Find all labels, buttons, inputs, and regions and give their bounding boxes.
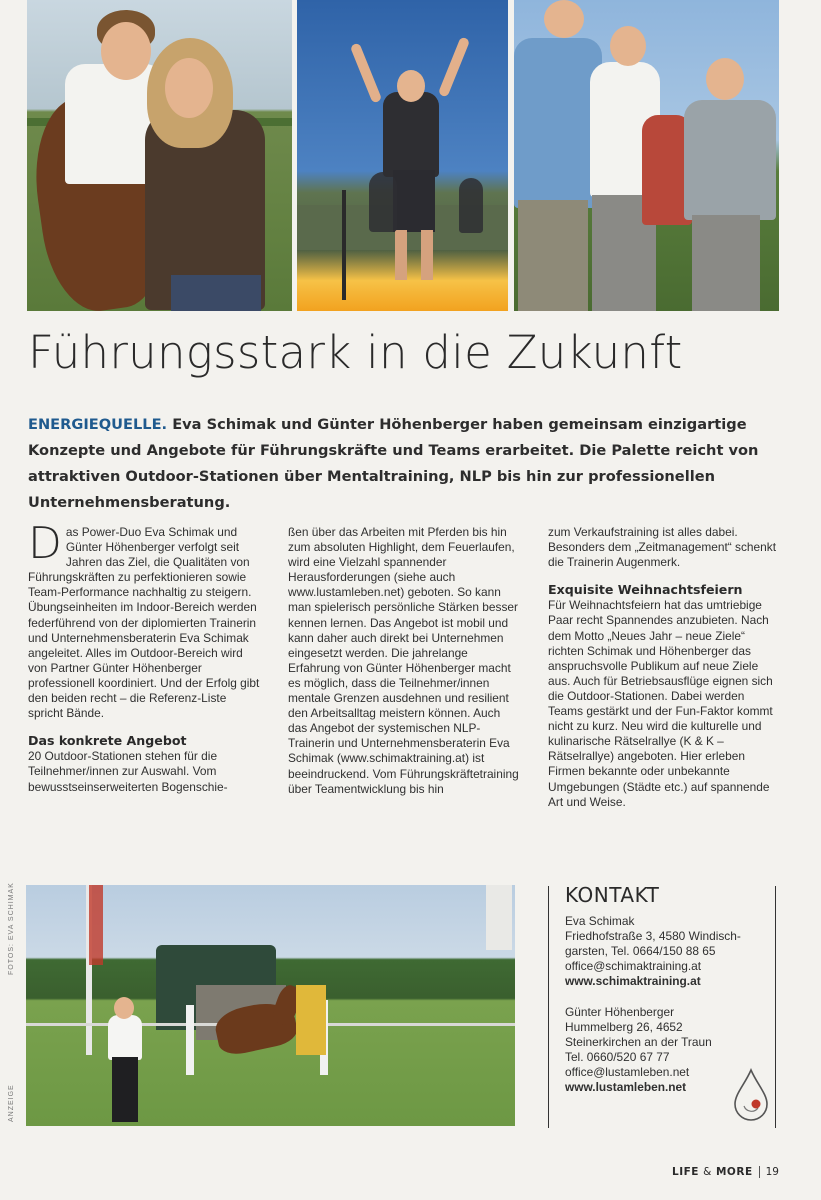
- photo-couple-with-horse: [27, 0, 292, 311]
- contact-2-phone: Tel. 0660/520 67 77: [565, 1049, 670, 1064]
- col1-paragraph-2: 20 Outdoor-Stationen stehen für die Teilnehmer/innen zur Auswahl. Vom bewusstseinserweiterten Bogenschie-: [28, 749, 228, 794]
- water-drop-logo-icon: [732, 1068, 770, 1122]
- contact-1-address-line-2: garsten, Tel. 0664/150 88 65: [565, 944, 716, 959]
- body-column-2: [288, 525, 520, 797]
- photo-fire-walk: [297, 0, 508, 311]
- contact-1-email[interactable]: office@schimaktraining.at: [565, 959, 702, 974]
- contact-2-website[interactable]: www.lustamleben.net: [565, 1080, 687, 1095]
- page-footer: [672, 1166, 779, 1178]
- contact-2-address-line-1: Hummelberg 26, 4652: [565, 1019, 683, 1034]
- body-column-1: [28, 518, 260, 795]
- col1-paragraph-1: as Power-Duo Eva Schimak und Günter Höhenberger verfolgt seit Jahren das Ziel, die Qualitäten von Führungskräften zu perfektionieren sowie Team-Performance nachhaltig zu steigern. Übungseinheiten im Indoor-Bereich werden federführend von der diplomierten Trainerin und Unternehmensberaterin Eva Schimak angeleitet. Alles im Outdoor-Bereich wird von Partner Günter Höhenberger professionell koordiniert. Und der Erfolg gibt den beiden recht – die Referenz-Liste spricht Bände.: [28, 525, 260, 721]
- photo-team-exercise: [514, 0, 779, 311]
- col3-paragraph-1: zum Verkaufstraining ist alles dabei. Besonders dem „Zeitmanagement“ schenkt die Trainerin Augenmerk.: [548, 525, 777, 570]
- contact-1-website[interactable]: www.schimaktraining.at: [565, 974, 701, 989]
- contact-heading: KONTAKT: [565, 883, 660, 907]
- article-title: Führungsstark in die Zukunft: [28, 326, 683, 379]
- contact-2-name: Günter Höhenberger: [565, 1004, 675, 1019]
- photo-horse-arena: [26, 885, 515, 1126]
- drop-cap: D: [28, 518, 62, 569]
- page-number: 19: [765, 1166, 779, 1178]
- body-column-3: [548, 525, 780, 810]
- photo-credit: FOTOS: EVA SCHIMAK: [8, 882, 15, 975]
- lead-text: Eva Schimak und Günter Höhenberger haben gemeinsam einzigartige Konzepte und Angebote für Führungskräfte und Teams erarbeitet. Die Palette reicht von attraktiven Outdoor-Stationen über Mentaltraining, NLP bis hin zur professionellen Unternehmensberatung.: [28, 416, 759, 511]
- lead-kicker: ENERGIEQUELLE.: [28, 416, 168, 433]
- subheading-angebot: Das konkrete Angebot: [28, 733, 187, 749]
- footer-divider: [759, 1166, 760, 1178]
- contact-box: [548, 883, 776, 1128]
- advertisement-label: ANZEIGE: [8, 1084, 15, 1122]
- contact-1-name: Eva Schimak: [565, 914, 635, 929]
- subheading-weihnachtsfeiern: Exquisite Weihnachtsfeiern: [548, 582, 743, 598]
- contact-2-address-line-2: Steinerkirchen an der Traun: [565, 1034, 712, 1049]
- col2-paragraph-1: ßen über das Arbeiten mit Pferden bis hin zum absoluten Highlight, dem Feuerlaufen, wird eine Vielzahl spannender Herausforderungen (siehe auch www.lustamleben.net) geboten. So kann man spielerisch persönliche Stärken besser kennen lernen. Das Angebot ist mobil und kann daher auch direkt bei Unternehmen eingesetzt werden. Die jahrelange Erfahrung von Günter Höhenberger macht es möglich, dass die Teilnehmer/innen mentale Grenzen ausdehnen und resilient den Arbeitsalltag meistern können. Auch das Angebot der systemischen NLP-Trainerin und Unternehmensberaterin Eva Schimak (www.schimaktraining.at) ist beeindruckend. Vom Führungskräftetraining über Teamentwicklung bis hin: [288, 525, 519, 796]
- article-lead: [28, 412, 798, 516]
- col3-paragraph-2: Für Weihnachtsfeiern hat das umtriebige Paar recht Spannendes anzubieten. Nach dem Motto „Neues Jahr – neue Ziele“ richten Schimak und Höhenberger das anspruchsvolle Publikum auf neue Ziele aus. Auch für Betriebsausflüge eignen sich die Outdoor-Stationen. Dabei werden Teams gestärkt und der Fun-Faktor kommt nicht zu kurz. Neu wird die kulturelle und kulinarische Rätselrallye (K & K – Rätselrallye) angeboten. Hier erleben Firmen bekannte oder unbekannte Umgebungen (Städte etc.) auf spannende Art und Weise.: [548, 598, 773, 809]
- contact-2-email[interactable]: office@lustamleben.net: [565, 1064, 690, 1079]
- magazine-brand: LIFE & MORE: [672, 1166, 753, 1178]
- contact-1-address-line-1: Friedhofstraße 3, 4580 Windisch-: [565, 929, 741, 944]
